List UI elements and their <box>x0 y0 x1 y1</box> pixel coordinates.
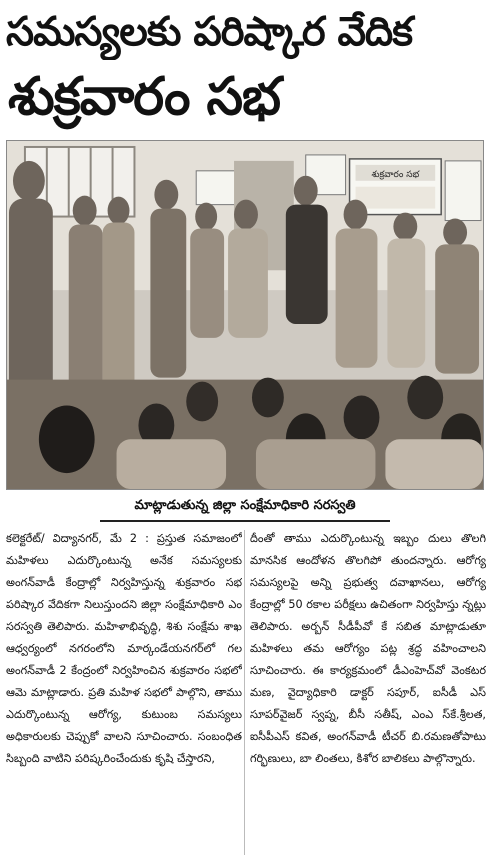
article-body-right: దీంతో తాము ఎదుర్కొంటున్న ఇబ్బం దులు తొలగి మానసిక ఆందోళన తొలగిపో తుందన్నారు. ఆరోగ్య సమస్యలపై అన్ని ప్రభుత్వ దవాఖానలు, ఆరోగ్య కేంద్రాల్లో 50 రకాల పరీక్షలు ఉచితంగా నిర్వహిస్తు న్నట్లు తెలిపారు. అర్బన్ సీడీపీవో కే సబిత మాట్లాడుతూ మహిళలు తమ ఆరోగ్యం పట్ల శ్రద్ధ వహించాలని సూచించారు. ఈ కార్యక్రమంలో డీఎంహెచ్‌వో వెంకటర మణ, వైద్యాధికారి డాక్టర్ సపూర్, ఐసీడీ ఎస్ సూపర్‌వైజర్ స్వప్న, బీసీ సతీష్, ఎంఎ స్‌కే.శ్రీలత, ఐసీపీఎస్ కవిత, అంగన్‌వాడీ టీచర్ బి.రమణతోపాటు గర్భిణులు, బా లింతలు, కిశోర బాలికలు పాల్గొన్నారు. <box>250 532 486 765</box>
banner-text: శుక్రవారం సభ <box>371 169 420 180</box>
column-divider <box>244 530 245 855</box>
headline-line-1: సమస్యలకు పరిష్కార వేదిక <box>6 9 413 55</box>
photo-illustration <box>7 141 483 489</box>
news-photo <box>6 140 484 490</box>
headline-line-2: శుక్రవారం సభ <box>8 67 281 127</box>
article-column-right <box>250 528 486 858</box>
article-column-left <box>6 528 242 858</box>
article-body-left: కలెక్టరేట్/ విద్యానగర్, మే 2 : ప్రస్తుత సమాజంలో మహిళలు ఎదుర్కొంటున్న అనేక సమస్యలకు అంగన్‌వాడీ కేంద్రాల్లో నిర్వహిస్తున్న శుక్రవారం సభ పరిష్కార వేదికగా నిలుస్తుందని జిల్లా సంక్షేమాధికారి ఎం సరస్వతి తెలిపారు. మహిళాభివృద్ధి, శిశు సంక్షేమ శాఖ ఆధ్వర్యంలో నగరంలోని మార్కండేయనగర్‌లో గల అంగన్‌వాడీ 2 కేంద్రంలో నిర్వహించిన శుక్రవారం సభలో ఆమె మాట్లాడారు. ప్రతి మహిళ సభలో పాల్గొని, తాము ఎదుర్కొంటున్న ఆరోగ్య, కుటుంబ సమస్యలు అధికారులకు చెప్పుకో వాలని సూచించారు. సంబంధిత సిబ్బంది వాటిని పరిష్కరించేందుకు కృషి చేస్తారని, <box>6 532 242 765</box>
photo-caption: మాట్లాడుతున్న జిల్లా సంక్షేమాధికారి సరస్వతి <box>100 494 390 522</box>
